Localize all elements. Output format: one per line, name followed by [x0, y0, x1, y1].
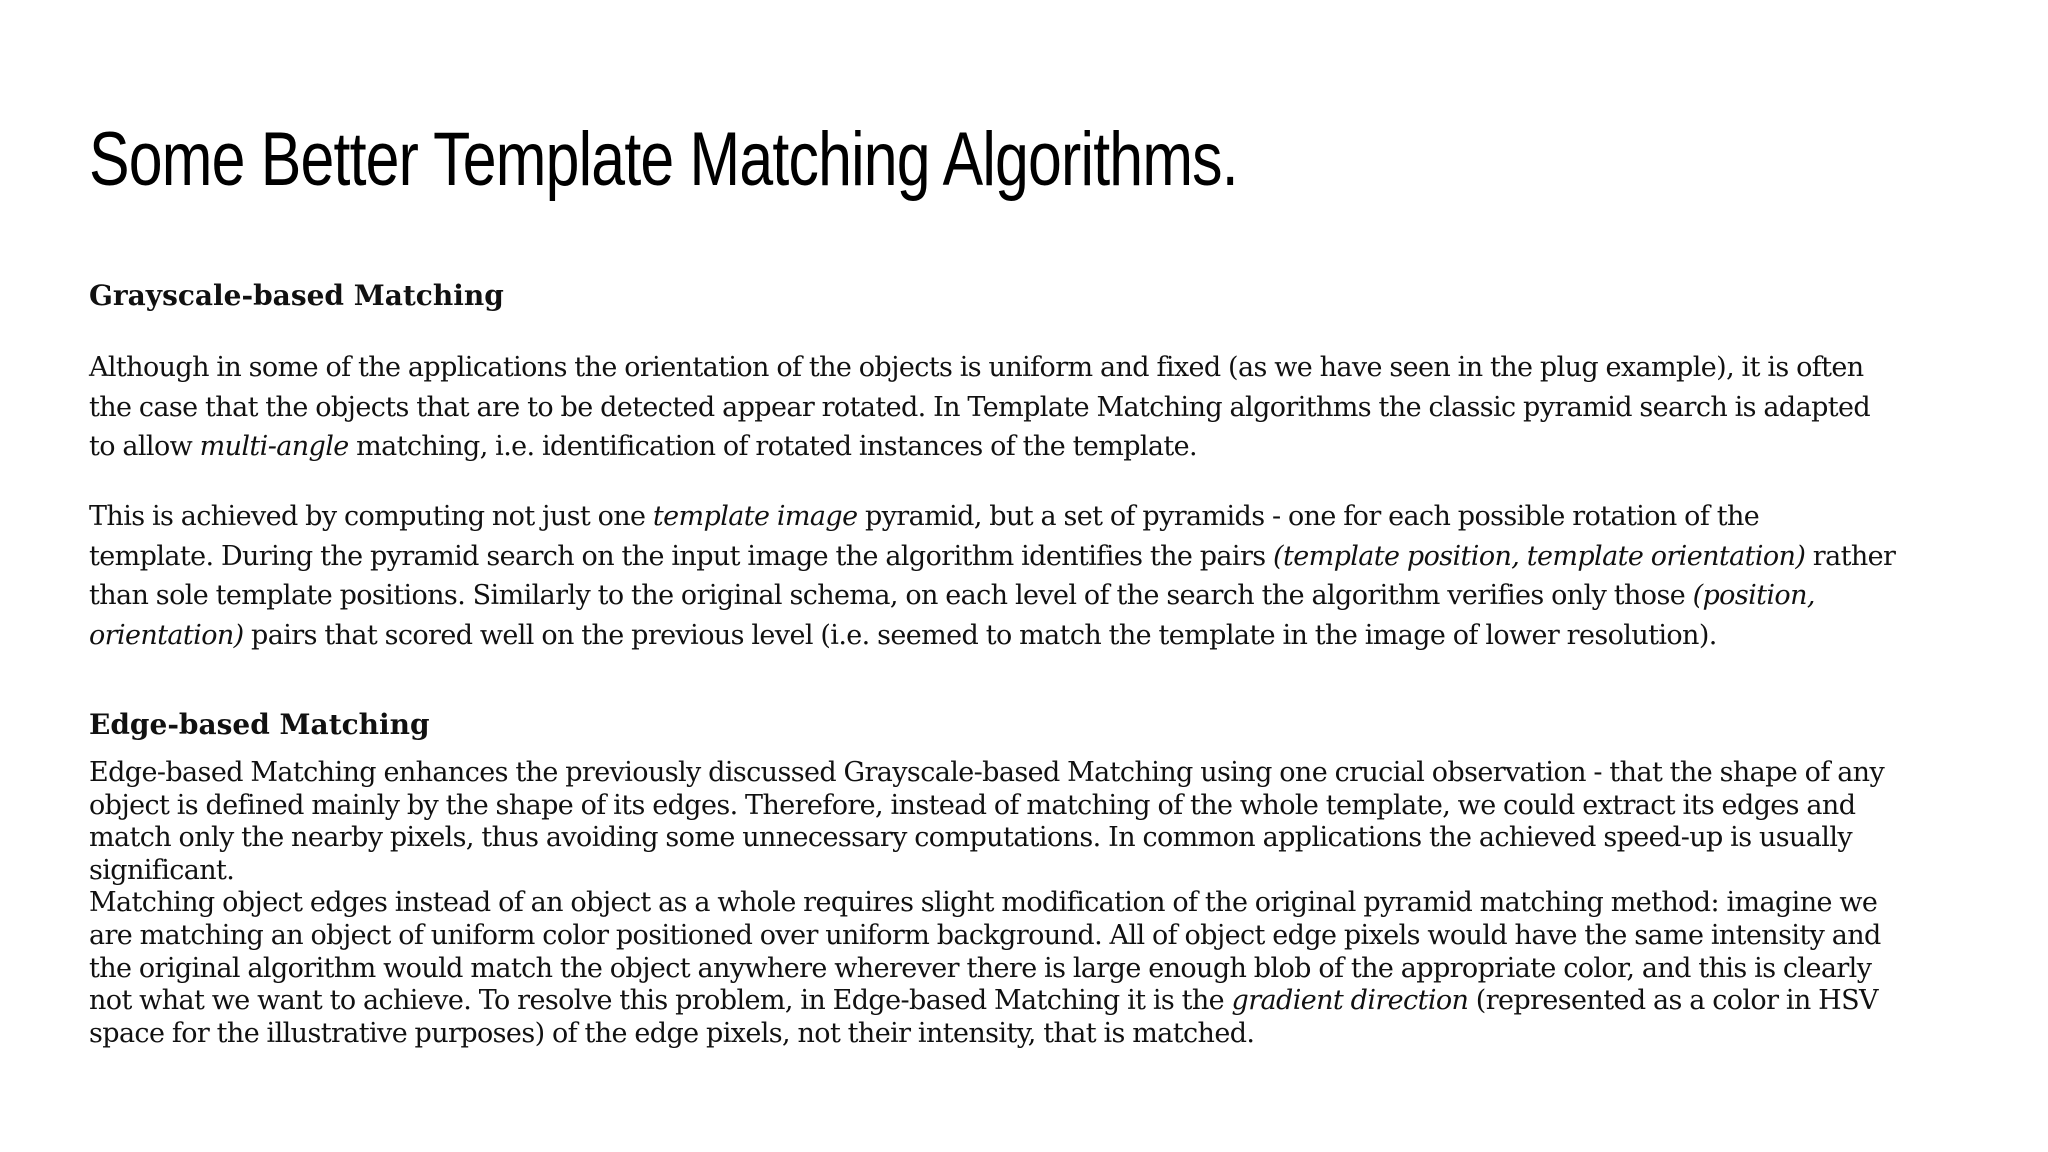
slide-title: Some Better Template Matching Algorithms.: [89, 117, 1238, 202]
text-line: [89, 887, 1989, 920]
text-run: significant.: [89, 854, 235, 886]
italic-text-run: template image: [652, 501, 858, 532]
text-run: (represented as a color in HSV: [1468, 985, 1878, 1017]
paragraph-edge-matching: [89, 757, 1989, 1050]
text-line: [89, 576, 1989, 616]
text-line: [89, 537, 1989, 577]
section-heading-grayscale: Grayscale-based Matching: [89, 279, 504, 312]
text-line: [89, 985, 1989, 1018]
text-run: Edge-based Matching enhances the previously discussed Grayscale-based Matching using one crucial observation - that the shape of any: [89, 757, 1885, 788]
text-line: [89, 920, 1989, 953]
text-run: matching, i.e. identification of rotated instances of the template.: [348, 431, 1198, 462]
paragraph-grayscale-pyramids: [89, 497, 1989, 655]
text-run: object is defined mainly by the shape of its edges. Therefore, instead of matching of the whole template, we could extract its edges and: [89, 789, 1856, 821]
text-run: pyramid, but a set of pyramids - one for each possible rotation of the: [857, 501, 1760, 532]
text-run: the case that the objects that are to be detected appear rotated. In Template Matching algorithms the classic pyramid search is adapted: [89, 391, 1871, 423]
text-run: the original algorithm would match the object anywhere wherever there is large enough blob of the appropriate color, and this is clearly: [89, 952, 1872, 984]
italic-text-run: multi-angle: [199, 431, 349, 462]
text-line: [89, 616, 1989, 656]
text-run: This is achieved by computing not just one: [89, 501, 653, 532]
italic-text-run: orientation): [89, 619, 244, 651]
text-run: not what we want to achieve. To resolve this problem, in Edge-based Matching it is the: [89, 985, 1232, 1017]
text-run: rather: [1805, 540, 1896, 572]
text-run: Matching object edges instead of an object as a whole requires slight modification of the original pyramid matching method: imagine we: [89, 887, 1878, 919]
text-run: template. During the pyramid search on the input image the algorithm identifies the pairs: [89, 540, 1274, 572]
italic-text-run: gradient direction: [1231, 985, 1469, 1017]
italic-text-run: (position,: [1692, 580, 1815, 611]
text-run: space for the illustrative purposes) of the edge pixels, not their intensity, that is matched.: [89, 1017, 1255, 1049]
text-line: [89, 757, 1989, 790]
text-run: are matching an object of uniform color positioned over uniform background. All of object edge pixels would have the same intensity and: [89, 919, 1881, 951]
text-run: match only the nearby pixels, thus avoiding some unnecessary computations. In common applications the achieved speed-up is usually: [89, 822, 1853, 854]
text-run: Although in some of the applications the orientation of the objects is uniform and fixed (as we have seen in the plug example), it is often: [89, 352, 1864, 383]
text-run: than sole template positions. Similarly to the original schema, on each level of the search the algorithm verifies only those: [89, 580, 1693, 611]
text-line: [89, 855, 1989, 888]
section-heading-edge: Edge-based Matching: [89, 708, 430, 741]
text-line: [89, 822, 1989, 855]
text-line: [89, 790, 1989, 823]
text-line: [89, 427, 1989, 467]
text-line: [89, 1018, 1989, 1051]
text-line: [89, 953, 1989, 986]
text-run: to allow: [89, 431, 200, 462]
text-run: pairs that scored well on the previous level (i.e. seemed to match the template in the image of lower resolution).: [243, 619, 1717, 651]
paragraph-grayscale-rotation: [89, 348, 1989, 467]
italic-text-run: (template position, template orientation): [1273, 540, 1806, 572]
text-line: [89, 497, 1989, 537]
text-line: [89, 388, 1989, 428]
text-line: [89, 348, 1989, 388]
